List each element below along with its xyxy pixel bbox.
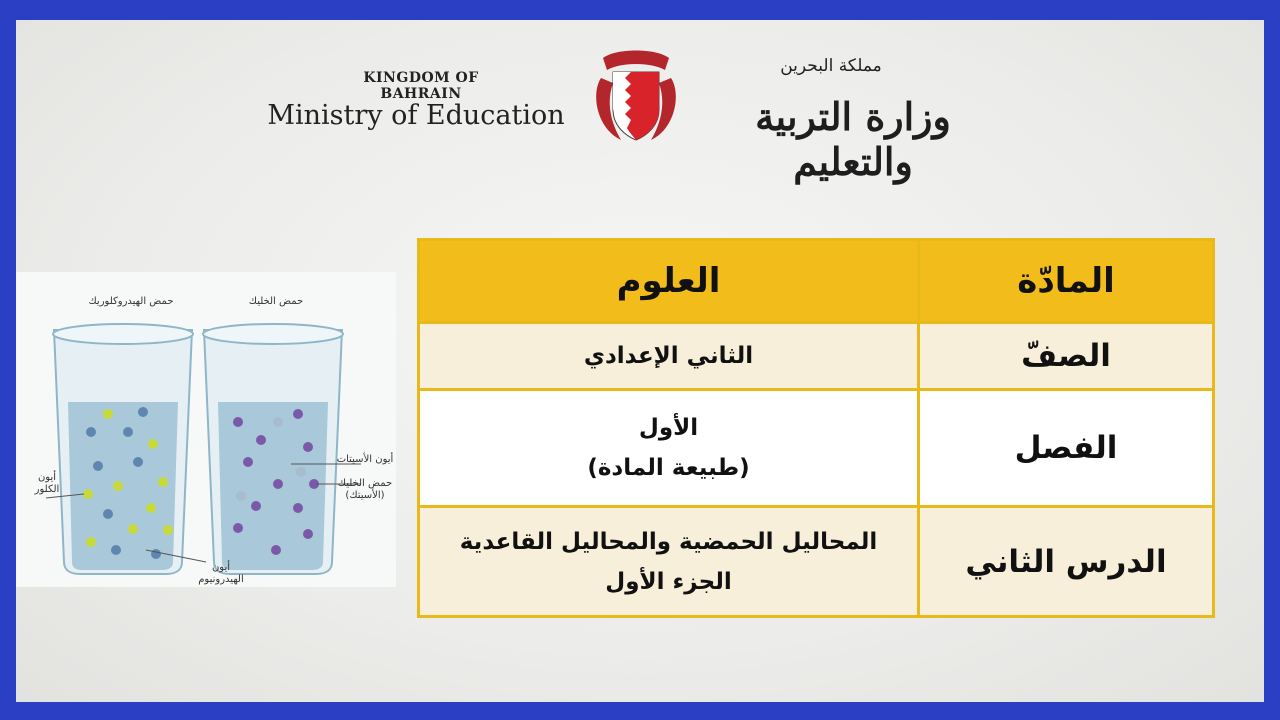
kingdom-ar-text: مملكة البحرين xyxy=(780,56,882,76)
subject-value: العلوم xyxy=(420,241,920,321)
kingdom-en-text: KINGDOM OF BAHRAIN xyxy=(363,70,479,102)
semester-label: الفصل xyxy=(920,388,1212,505)
subject-label: المادّة xyxy=(920,241,1212,321)
bahrain-crest-logo xyxy=(591,48,681,148)
lesson-value: المحاليل الحمضية والمحاليل القاعدية الجزء الأول xyxy=(420,505,920,615)
beaker-left-title: حمض الهيدروكلوريك xyxy=(88,296,174,307)
beakers-illustration xyxy=(16,272,396,587)
ministry-en-text: Ministry of Education xyxy=(267,100,565,131)
ministry-ar-text: وزارة التربية والتعليم xyxy=(755,94,951,184)
slide xyxy=(16,20,1264,702)
semester-value: الأول (طبيعة المادة) xyxy=(420,388,920,505)
chloride-ion-label: أيون الكلور xyxy=(34,472,60,495)
grade-label: الصفّ xyxy=(920,321,1212,388)
acetic-acid-label: حمض الخليك (الأسيتك) xyxy=(337,478,393,501)
grade-value: الثاني الإعدادي xyxy=(420,321,920,388)
lesson-label: الدرس الثاني xyxy=(920,505,1212,615)
beaker-right-title: حمض الخليك xyxy=(248,296,304,307)
lesson-info-table xyxy=(417,238,1215,618)
acetate-ion-label: أيون الأسيتات xyxy=(336,454,394,465)
hydronium-ion-label: أيون الهيدرونيوم xyxy=(198,562,244,585)
